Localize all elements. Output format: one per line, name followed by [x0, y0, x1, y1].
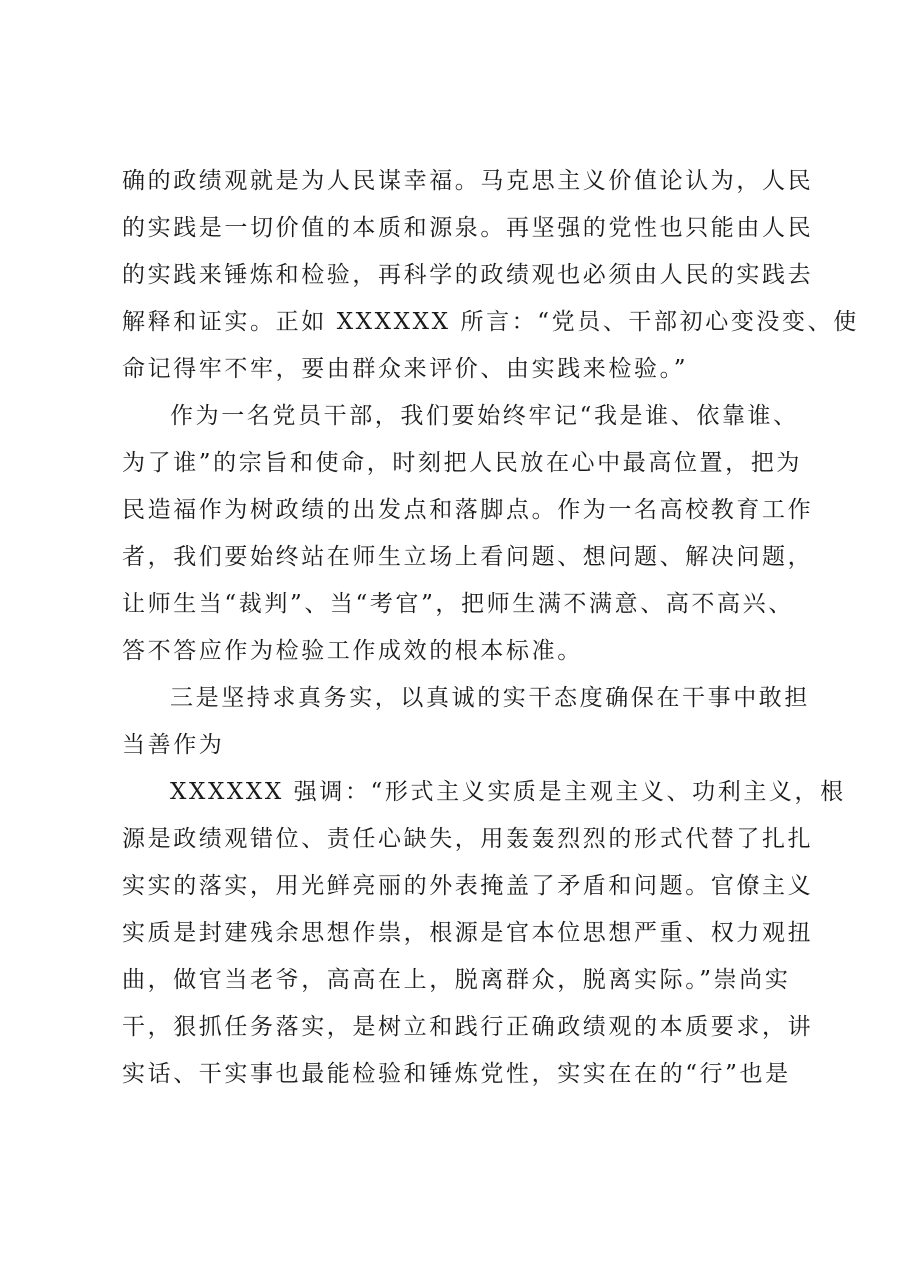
text-line: 实实的落实，用光鲜亮丽的外表掩盖了矛盾和问题。官僚主义	[122, 873, 814, 899]
section-heading-line: 当善作为	[122, 732, 225, 758]
text-line: 实质是封建残余思想作祟，根源是官本位思想严重、权力观扭	[122, 920, 814, 946]
text-line: 的实践是一切价值的本质和源泉。再坚强的党性也只能由人民	[122, 215, 814, 241]
text-line: 的实践来锤炼和检验，再科学的政绩观也必须由人民的实践去	[122, 262, 814, 288]
text-line: 让师生当“裁判”、当“考官”，把师生满不满意、高不高兴、	[122, 591, 794, 617]
text-line: 者，我们要始终站在师生立场上看问题、想问题、解决问题，	[122, 544, 814, 570]
text-line: 实话、干实事也最能检验和锤炼党性，实实在在的“行”也是	[122, 1061, 791, 1087]
text-line: 命记得牢不牢，要由群众来评价、由实践来检验。”	[122, 356, 689, 382]
text-line: 民造福作为树政绩的出发点和落脚点。作为一名高校教育工作	[122, 497, 814, 523]
text-line: 源是政绩观错位、责任心缺失，用轰轰烈烈的形式代替了扎扎	[122, 826, 814, 852]
paragraph-first-line: 作为一名党员干部，我们要始终牢记“我是谁、依靠谁、	[170, 403, 799, 429]
text-line: 确的政绩观就是为人民谋幸福。马克思主义价值论认为，人民	[122, 168, 814, 194]
text-line: 为了谁”的宗旨和使命，时刻把人民放在心中最高位置，把为	[122, 450, 802, 476]
document-body	[122, 158, 859, 1098]
text-line: 干，狠抓任务落实，是树立和践行正确政绩观的本质要求，讲	[122, 1014, 814, 1040]
text-line: 解释和证实。正如 XXXXXX 所言：“党员、干部初心变没变、使	[122, 309, 859, 335]
section-heading-line: 三是坚持求真务实，以真诚的实干态度确保在干事中敢担	[170, 685, 810, 711]
text-line: 答不答应作为检验工作成效的根本标准。	[122, 638, 583, 664]
text-line: 曲，做官当老爷，高高在上，脱离群众，脱离实际。”崇尚实	[122, 967, 791, 993]
paragraph-first-line: XXXXXX 强调：“形式主义实质是主观主义、功利主义，根	[170, 779, 846, 805]
